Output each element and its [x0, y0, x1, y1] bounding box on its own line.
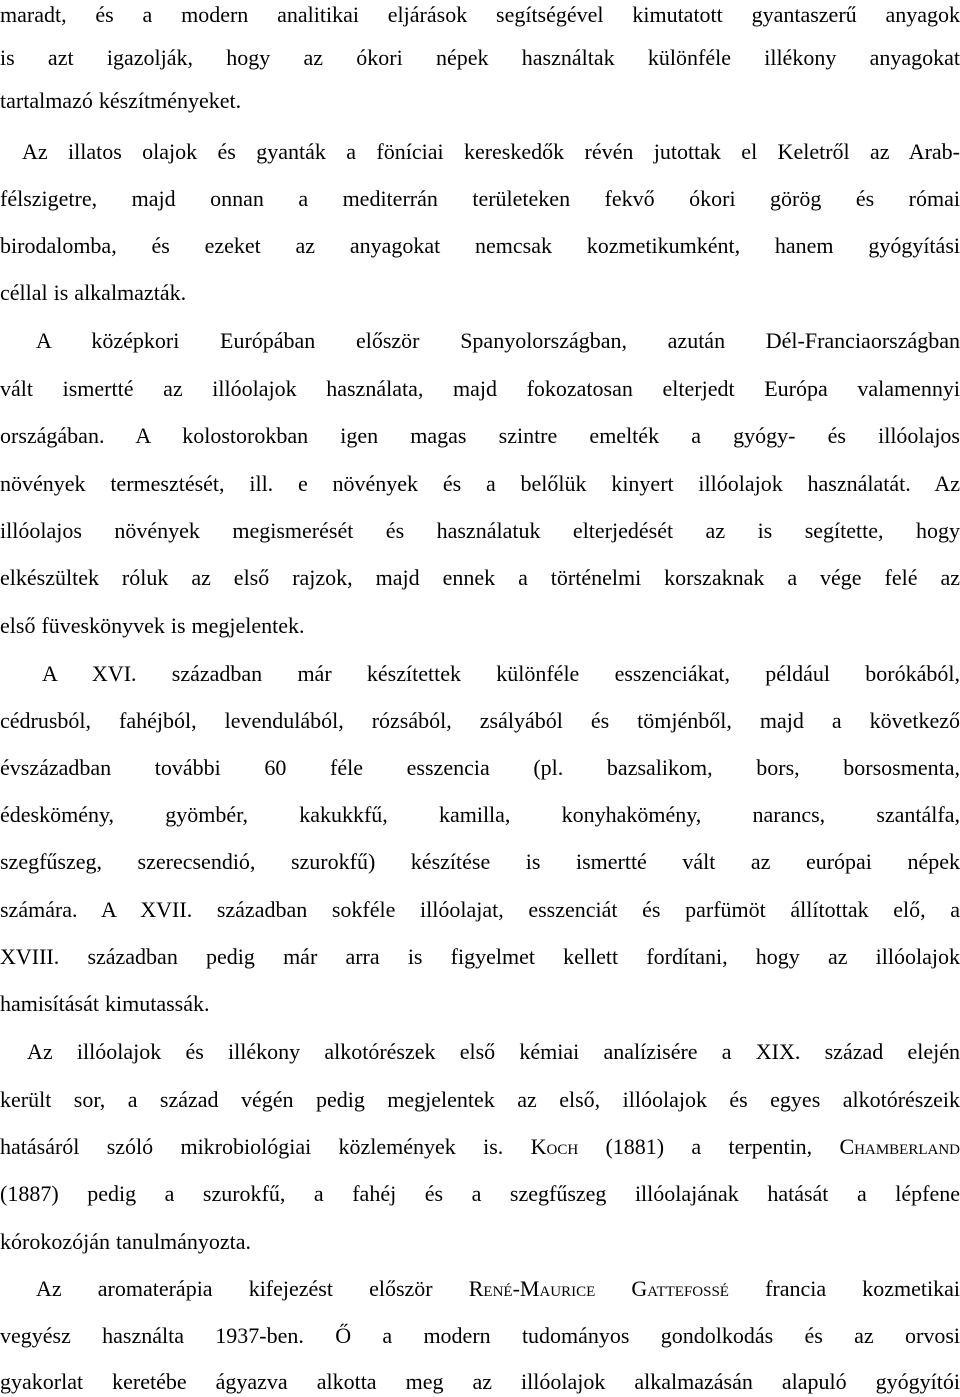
text-line: vegyész használta 1937-ben. Ő a modern tudományos gondolkodás és az orvosi	[0, 1323, 960, 1348]
text-line: (1887) pedig a szurokfű, a fahéj és a szegfűszeg illóolajának hatását a lépfene	[0, 1181, 960, 1206]
paragraph-start-line: Az illóolajok és illékony alkotórészek első kémiai analízisére a XIX. század elején	[27, 1039, 960, 1064]
text-line: első füveskönyvek is megjelentek.	[0, 613, 305, 638]
author-name-gattefosse: René-Maurice Gattefossé	[468, 1276, 729, 1301]
text-line: országában. A kolostorokban igen magas szintre emelték a gyógy- és illóolajos	[0, 423, 960, 448]
text-line: kórokozóján tanulmányozta.	[0, 1229, 251, 1254]
author-name-koch: Koch	[530, 1134, 579, 1159]
text-line: növények termesztését, ill. e növények és a belőlük kinyert illóolajok használatát. Az	[0, 471, 960, 496]
paragraph-start-line: A XVI. században már készítettek különféle esszenciákat, például borókából,	[42, 661, 960, 686]
text-line: elkészültek róluk az első rajzok, majd ennek a történelmi korszaknak a vége felé az	[0, 565, 960, 590]
text-line: gyakorlat keretébe ágyazva alkotta meg az illóolajok alkalmazásán alapuló gyógyítói	[0, 1369, 960, 1394]
paragraph-start-line: A középkori Európában először Spanyolországban, azután Dél-Franciaországban	[36, 328, 960, 353]
text-line: hamisítását kimutassák.	[0, 991, 210, 1016]
text-line: birodalomba, és ezeket az anyagokat nemcsak kozmetikumként, hanem gyógyítási	[0, 233, 960, 258]
text-line: szegfűszeg, szerecsendió, szurokfű) készítése is ismertté vált az európai népek	[0, 849, 960, 874]
text-line: maradt, és a modern analitikai eljárások segítségével kimutatott gyantaszerű anyagok	[0, 2, 960, 27]
text-line-koch	[0, 1132, 960, 1162]
text-line: vált ismertté az illóolajok használata, majd fokozatosan elterjedt Európa valamennyi	[0, 376, 960, 401]
text-segment: Az aromaterápia kifejezést először	[36, 1276, 469, 1301]
text-line: számára. A XVII. században sokféle illóolajat, esszenciát és parfümöt állítottak elő, a	[0, 897, 960, 922]
text-segment: francia kozmetikai	[728, 1276, 960, 1301]
text-line: félszigetre, majd onnan a mediterrán területeken fekvő ókori görög és római	[0, 186, 960, 211]
text-segment: hatásáról szóló mikrobiológiai közlemények is.	[0, 1134, 531, 1159]
text-segment: (1881) a terpentin,	[578, 1134, 840, 1159]
text-line: évszázadban további 60 féle esszencia (pl. bazsalikom, bors, borsosmenta,	[0, 755, 960, 780]
text-line: került sor, a század végén pedig megjelentek az első, illóolajok és egyes alkotórészeik	[0, 1087, 960, 1112]
text-line: édeskömény, gyömbér, kakukkfű, kamilla, konyhakömény, narancs, szantálfa,	[0, 802, 960, 827]
text-line: céllal is alkalmazták.	[0, 280, 187, 305]
text-line: cédrusból, fahéjból, levendulából, rózsából, zsályából és tömjénből, majd a következő	[0, 708, 960, 733]
text-line: tartalmazó készítményeket.	[0, 88, 242, 113]
paragraph-start-line: Az illatos olajok és gyanták a föníciai kereskedők révén jutottak el Keletről az Arab-	[22, 139, 960, 164]
author-name-chamberland: Chamberland	[839, 1134, 960, 1159]
text-line: XVIII. században pedig már arra is figyelmet kellett fordítani, hogy az illóolajok	[0, 944, 960, 969]
text-line-gattefosse	[36, 1274, 960, 1304]
text-line: is azt igazolják, hogy az ókori népek használtak különféle illékony anyagokat	[0, 45, 960, 70]
text-line: illóolajos növények megismerését és használatuk elterjedését az is segítette, hogy	[0, 518, 960, 543]
